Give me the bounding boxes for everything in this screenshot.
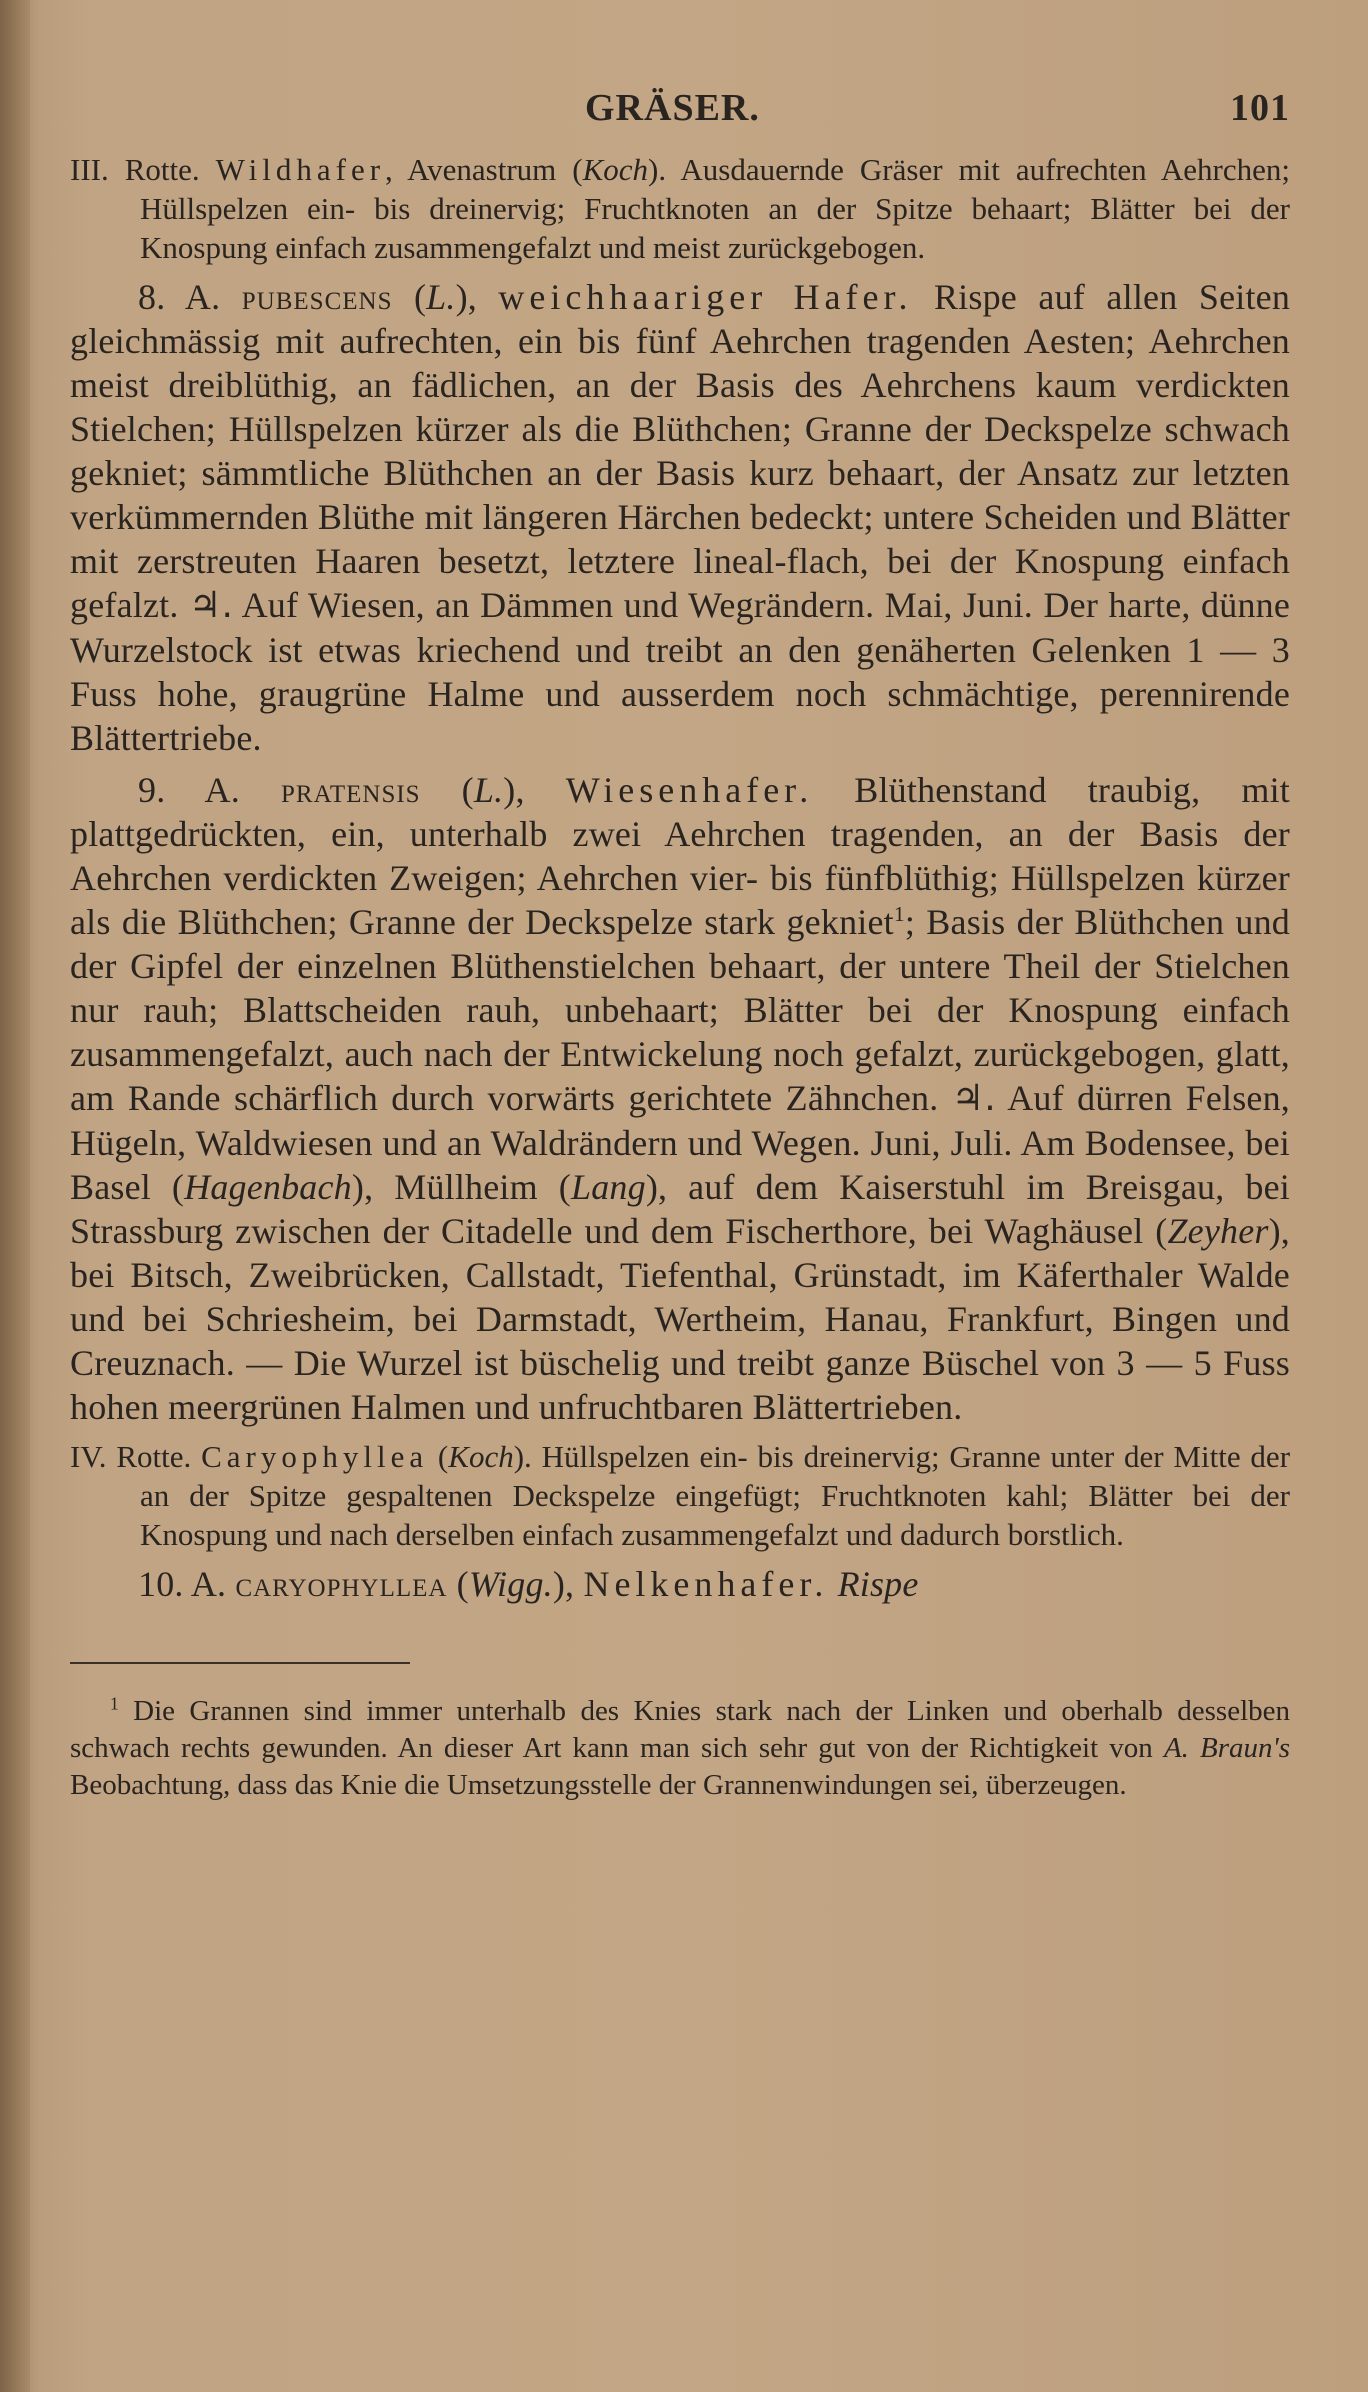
section-subgenus: Avenastrum bbox=[407, 152, 557, 187]
section-description: Hüllspelzen ein- bis dreinervig; Granne unter der Mitte der an der Spitze gespaltenen Deckspelze eingefügt; Fruchtknoten kahl; Blätter bei der Knospung und nach derselben einfach zusammengefalzt und dadurch borstlich. bbox=[140, 1439, 1291, 1552]
species-common-name: Nelkenhafer. bbox=[583, 1564, 829, 1604]
species-authority: L. bbox=[426, 277, 456, 317]
species-entry-8: 8. A. pubescens (L.), weichhaariger Hafer. Rispe auf allen Seiten gleichmässig mit aufrechten, ein bis fünf Aehrchen tragenden Aesten; Aehrchen meist dreiblüthig, an fädlichen, an der Basis des Aehrchens kaum verdickten Stielchen; Hüllspelzen kürzer als die Blüthchen; Granne der Deckspelze schwach gekniet; sämmtliche Blüthchen an der Basis kurz behaart, der Ansatz zur letzten verkümmernden Blüthe mit längeren Härchen bedeckt; untere Scheiden und Blätter mit zerstreuten Haaren besetzt, letztere lineal-flach, bei der Knospung einfach gefalzt. ♃. Auf Wiesen, an Dämmen und Wegrändern. Mai, Juni. Der harte, dünne Wurzelstock ist etwas kriechend und treibt an den genäherten Gelenken 1 — 3 Fuss hohe, graugrüne Halme und ausserdem noch schmächtige, perennirende Blättertriebe. bbox=[70, 277, 1291, 758]
section-description: Ausdauernde Gräser mit aufrechten Aehrchen; Hüllspelzen ein- bis dreinervig; Fruchtknoten an der Spitze behaart; Blätter bei der Knospung einfach zusammengefalzt und meist zurückgebogen. bbox=[140, 152, 1291, 265]
footnote bbox=[70, 1693, 1290, 1804]
species-number: 10. bbox=[138, 1564, 184, 1604]
page-content bbox=[70, 80, 1290, 1833]
footnote-author-ref: A. Braun's bbox=[1163, 1732, 1291, 1764]
running-header bbox=[70, 80, 1290, 150]
footnote-text: Die Grannen sind immer unterhalb des Knies stark nach der Linken und oberhalb desselben schwach rechts gewunden. An dieser Art kann man sich sehr gut von der Richtigkeit von bbox=[70, 1695, 1291, 1764]
species-entry-9: 9. A. pratensis (L.), Wiesenhafer. Blüthenstand traubig, mit plattgedrückten, ein, unterhalb zwei Aehrchen tragenden, an der Basis der Aehrchen verdickten Zweigen; Aehrchen vier- bis fünfblüthig; Hüllspelzen kürzer als die Blüthchen; Granne der Deckspelze stark gekniet$^1$; Basis der Blüthchen und der Gipfel der einzelnen Blüthenstielchen behaart, der untere Theil der Stielchen nur rauh; Blattscheiden rauh, unbehaart; Blätter bei der Knospung einfach zusammengefalzt, auch nach der Entwickelung noch gefalzt, zurückgebogen, glatt, am Rande schärflich durch vorwärts gerichtete Zähnchen. ♃. Auf dürren Felsen, Hügeln, Waldwiesen und an Waldrändern und Wegen. Juni, Juli. Am Bodensee, bei Basel (Hagenbach), Müllheim (Lang), auf dem Kaiserstuhl im Breisgau, bei Strassburg zwischen der Citadelle und dem Fischerthore, bei Waghäusel (Zeyher), bei Bitsch, Zweibrücken, Callstadt, Tiefenthal, Grünstadt, im Käferthaler Walde und bei Schriesheim, bei Darmstadt, Wertheim, Hanau, Frankfurt, Bingen und Creuznach. — Die Wurzel ist büschelig und treibt ganze Büschel von 3 — 5 Fuss hohen meergrünen Halmen und unfruchtbaren Blättertrieben. bbox=[70, 770, 1291, 1427]
collector-ref: Zeyher bbox=[1167, 1211, 1269, 1251]
perennial-symbol: ♃. bbox=[951, 1078, 996, 1119]
page-gutter-shadow bbox=[0, 0, 30, 2392]
running-title: GRÄSER. bbox=[585, 87, 760, 129]
section-name: Wildhafer bbox=[215, 152, 386, 187]
species-common-name: Wiesenhafer. bbox=[565, 770, 814, 810]
species-habitat-cont: ), bei Bitsch, Zweibrücken, Callstadt, Tiefenthal, Grünstadt, im Käferthaler Walde und bei Schriesheim, bei Darmstadt, Wertheim, Hanau, Frankfurt, Bingen und Creuznach. — Die Wurzel ist büschelig und treibt ganze Büschel von 3 — 5 Fuss hohen meergrünen Halmen und unfruchtbaren Blättertrieben. bbox=[70, 1211, 1290, 1427]
species-habitat: Auf Wiesen, an Dämmen und Wegrändern. Mai, Juni. Der harte, dünne Wurzelstock ist etwas kriechend und treibt an den genäherten Gelenken 1 — 3 Fuss hohe, graugrüne Halme und ausserdem noch schmächtige, perennirende Blättertriebe. bbox=[70, 585, 1291, 758]
section-heading-iii: III. Rotte. Wildhafer, Avenastrum (Koch). Ausdauernde Gräser mit aufrechten Aehrchen; Hüllspelzen ein- bis dreinervig; Fruchtknoten an der Spitze behaart; Blätter bei der Knospung einfach zusammengefalzt und meist zurückgebogen. bbox=[70, 152, 1291, 265]
section-roman: III. bbox=[70, 152, 109, 187]
perennial-symbol: ♃. bbox=[188, 585, 234, 626]
section-rotte: Rotte. bbox=[116, 1439, 192, 1474]
section-authority: Koch bbox=[448, 1439, 514, 1474]
footnote-marker: 1 bbox=[110, 1693, 119, 1714]
section-rotte: Rotte. bbox=[124, 152, 200, 187]
section-authority: Koch bbox=[582, 152, 649, 187]
species-name: pratensis bbox=[280, 770, 421, 810]
page-number: 101 bbox=[1230, 87, 1290, 129]
species-habitat-cont: ), Müllheim ( bbox=[351, 1167, 571, 1207]
species-authority: L. bbox=[473, 770, 504, 810]
species-description: Blüthenstand traubig, mit plattgedrückten, ein, unterhalb zwei Aehrchen tragenden, an der Basis der Aehrchen verdickten Zweigen; Aehrchen vier- bis fünfblüthig; Hüllspelzen kürzer als die Blüthchen; Granne der Deckspelze stark gekniet bbox=[70, 770, 1290, 942]
species-genus: A. bbox=[190, 1564, 227, 1604]
footnote-rule bbox=[70, 1662, 410, 1664]
section-roman: IV. bbox=[70, 1439, 107, 1474]
species-genus: A. bbox=[184, 277, 221, 317]
species-number: 9. bbox=[138, 770, 166, 810]
species-entry-10: 10. A. caryophyllea (Wigg.), Nelkenhafer. Rispe bbox=[138, 1564, 919, 1604]
species-authority: Wigg. bbox=[468, 1564, 553, 1604]
species-number: 8. bbox=[138, 277, 166, 317]
species-description-cont: ; Basis der Blüthchen und der Gipfel der einzelnen Blüthenstielchen behaart, der untere Theil der Stielchen nur rauh; Blattscheiden rauh, unbehaart; Blätter bei der Knospung einfach zusammengefalzt, auch nach der Entwickelung noch gefalzt, zurückgebogen, glatt, am Rande schärflich durch vorwärts gerichtete Zähnchen. bbox=[70, 902, 1291, 1118]
species-name: pubescens bbox=[241, 277, 393, 317]
species-name: caryophyllea bbox=[235, 1564, 448, 1604]
species-common-name: weichhaariger Hafer. bbox=[498, 277, 913, 317]
section-name: Caryophyllea bbox=[201, 1439, 429, 1474]
species-description: Rispe auf allen Seiten gleichmässig mit aufrechten, ein bis fünf Aehrchen tragenden Aesten; Aehrchen meist dreiblüthig, an fädlichen, an der Basis des Aehrchens kaum verdickten Stielchen; Hüllspelzen kürzer als die Blüthchen; Granne der Deckspelze schwach gekniet; sämmtliche Blüthchen an der Basis kurz behaart, der Ansatz zur letzten verkümmernden Blüthe mit längeren Härchen bedeckt; untere Scheiden und Blätter mit zerstreuten Haaren besetzt, letztere lineal-flach, bei der Knospung einfach gefalzt. bbox=[70, 277, 1291, 625]
footnote-text-cont: Beobachtung, dass das Knie die Umsetzungsstelle der Grannenwindungen sei, überzeugen. bbox=[70, 1769, 1127, 1801]
species-habitat: Auf dürren Felsen, Hügeln, Waldwiesen und an Waldrändern und Wegen. Juni, Juli. Am Bodensee, bei Basel ( bbox=[70, 1078, 1290, 1207]
species-habitat-cont: ), auf dem Kaiserstuhl im Breisgau, bei Strassburg zwischen der Citadelle und dem Fischerthore, bei Waghäusel ( bbox=[70, 1167, 1290, 1251]
section-heading-iv: IV. Rotte. Caryophyllea (Koch). Hüllspelzen ein- bis dreinervig; Granne unter der Mitte der an der Spitze gespaltenen Deckspelze eingefügt; Fruchtknoten kahl; Blätter bei der Knospung und nach derselben einfach zusammengefalzt und dadurch borstlich. bbox=[70, 1439, 1291, 1552]
species-genus: A. bbox=[204, 770, 240, 810]
footnote-reference: 1 bbox=[893, 902, 905, 926]
collector-ref: Hagenbach bbox=[184, 1167, 352, 1207]
species-description: Rispe bbox=[837, 1564, 919, 1604]
collector-ref: Lang bbox=[570, 1167, 646, 1207]
